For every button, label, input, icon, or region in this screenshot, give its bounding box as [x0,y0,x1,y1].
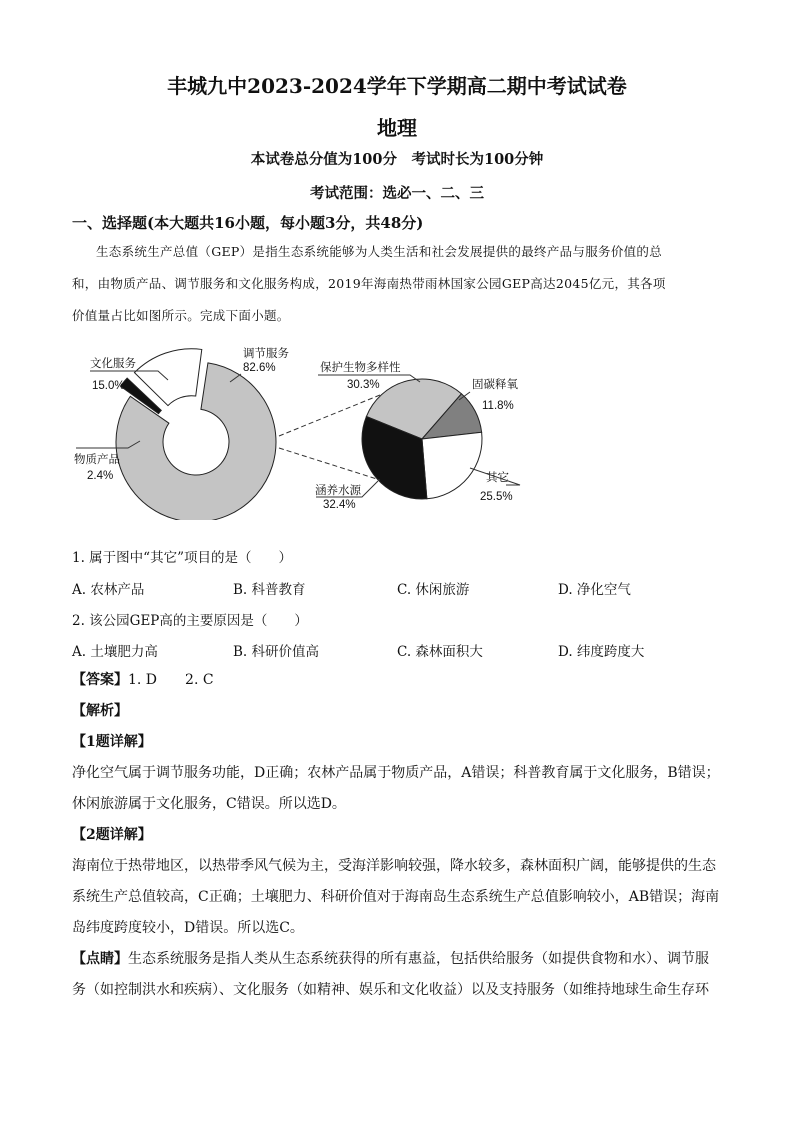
label-biodiversity: 保护生物多样性 [320,362,401,374]
q1-option-a[interactable]: A. 农林产品 [72,582,145,598]
q2-option-d[interactable]: D. 纬度跨度大 [558,644,645,660]
tip-label: 【点睛】 [72,951,128,967]
donut-chart [116,349,276,520]
section-heading: 一、选择题(本大题共16小题，每小题3分，共48分) [72,214,424,232]
tip-text: 生态系统服务是指人类从生态系统获得的所有惠益，包括供给服务（如提供食物和水）、调节服务（如控制洪水和疾病）、文化服务（如精神、娱乐和文化收益）以及支持服务（如维持地球生命生存环 [72,951,709,998]
intro-line: 生态系统生产总值（GEP）是指生态系统能够为人类生活和社会发展提供的最终产品与服务价值的总 [96,244,663,259]
detail-2-text: 海南位于热带地区，以热带季风气候为主，受海洋影响较强，降水较多，森林面积广阔，能够提供的生态系统生产总值较高，C正确；土壤肥力、科研价值对于海南岛生态系统生产总值影响较小，AB错误；海南岛纬度跨度较小，D错误。所以选C。 [72,858,720,936]
label-cultural-services: 文化服务 [90,358,136,370]
answer-text: 1. D 2. C [128,672,214,688]
detail-2-label: 【2题详解】 [72,827,152,843]
intro-line: 和，由物质产品、调节服务和文化服务构成，2019年海南热带雨林国家公园GEP高达2045亿元，其各项 [72,276,666,291]
value-biodiversity: 30.3% [347,379,380,391]
q1-option-c[interactable]: C. 休闲旅游 [397,582,470,598]
exam-title: 丰城九中2023-2024学年下学期高二期中考试试卷 [167,74,627,98]
detail-1-text: 净化空气属于调节服务功能，D正确；农林产品属于物质产品，A错误；科普教育属于文化服务，B错误；休闲旅游属于文化服务，C错误。所以选D。 [72,765,720,812]
value-carbon-oxygen: 11.8% [482,400,514,412]
value-other: 25.5% [480,491,513,503]
answer-line [72,665,722,696]
analysis-label: 【解析】 [72,703,128,719]
value-cultural-services: 15.0% [92,380,125,392]
value-water-conservation: 32.4% [323,499,356,511]
question-intro [72,236,720,332]
solution-block [72,665,722,1006]
value-regulating-services: 82.6% [243,362,276,374]
label-regulating-services: 调节服务 [243,348,289,360]
value-material-products: 2.4% [87,470,114,482]
intro-line: 价值量占比如图所示。完成下面小题。 [72,308,290,323]
exam-scope: 考试范围：选必一、二、三 [310,185,484,202]
label-material-products: 物质产品 [74,454,120,466]
exam-info: 本试卷总分值为100分 考试时长为100分钟 [250,151,544,168]
detail-1-label: 【1题详解】 [72,734,152,750]
label-water-conservation: 涵养水源 [315,485,361,497]
label-carbon-oxygen: 固碳释氧 [472,379,518,391]
tip-paragraph [72,944,722,1006]
gep-pie-chart [60,340,540,520]
q2-option-b[interactable]: B. 科研价值高 [233,644,320,660]
q1-option-b[interactable]: B. 科普教育 [233,582,306,598]
subject-title: 地理 [377,116,417,140]
pie-slice-2 [422,432,482,499]
question-2-stem: 2. 该公园GEP高的主要原因是（ ） [72,613,308,629]
answer-label: 【答案】 [72,672,128,688]
q2-option-a[interactable]: A. 土壤肥力高 [72,644,158,660]
label-other: 其它 [486,472,509,484]
q1-option-d[interactable]: D. 净化空气 [558,582,631,598]
question-1-stem: 1. 属于图中“其它”项目的是（ ） [72,550,292,566]
q2-option-c[interactable]: C. 森林面积大 [397,644,483,660]
pie-chart [362,379,482,499]
